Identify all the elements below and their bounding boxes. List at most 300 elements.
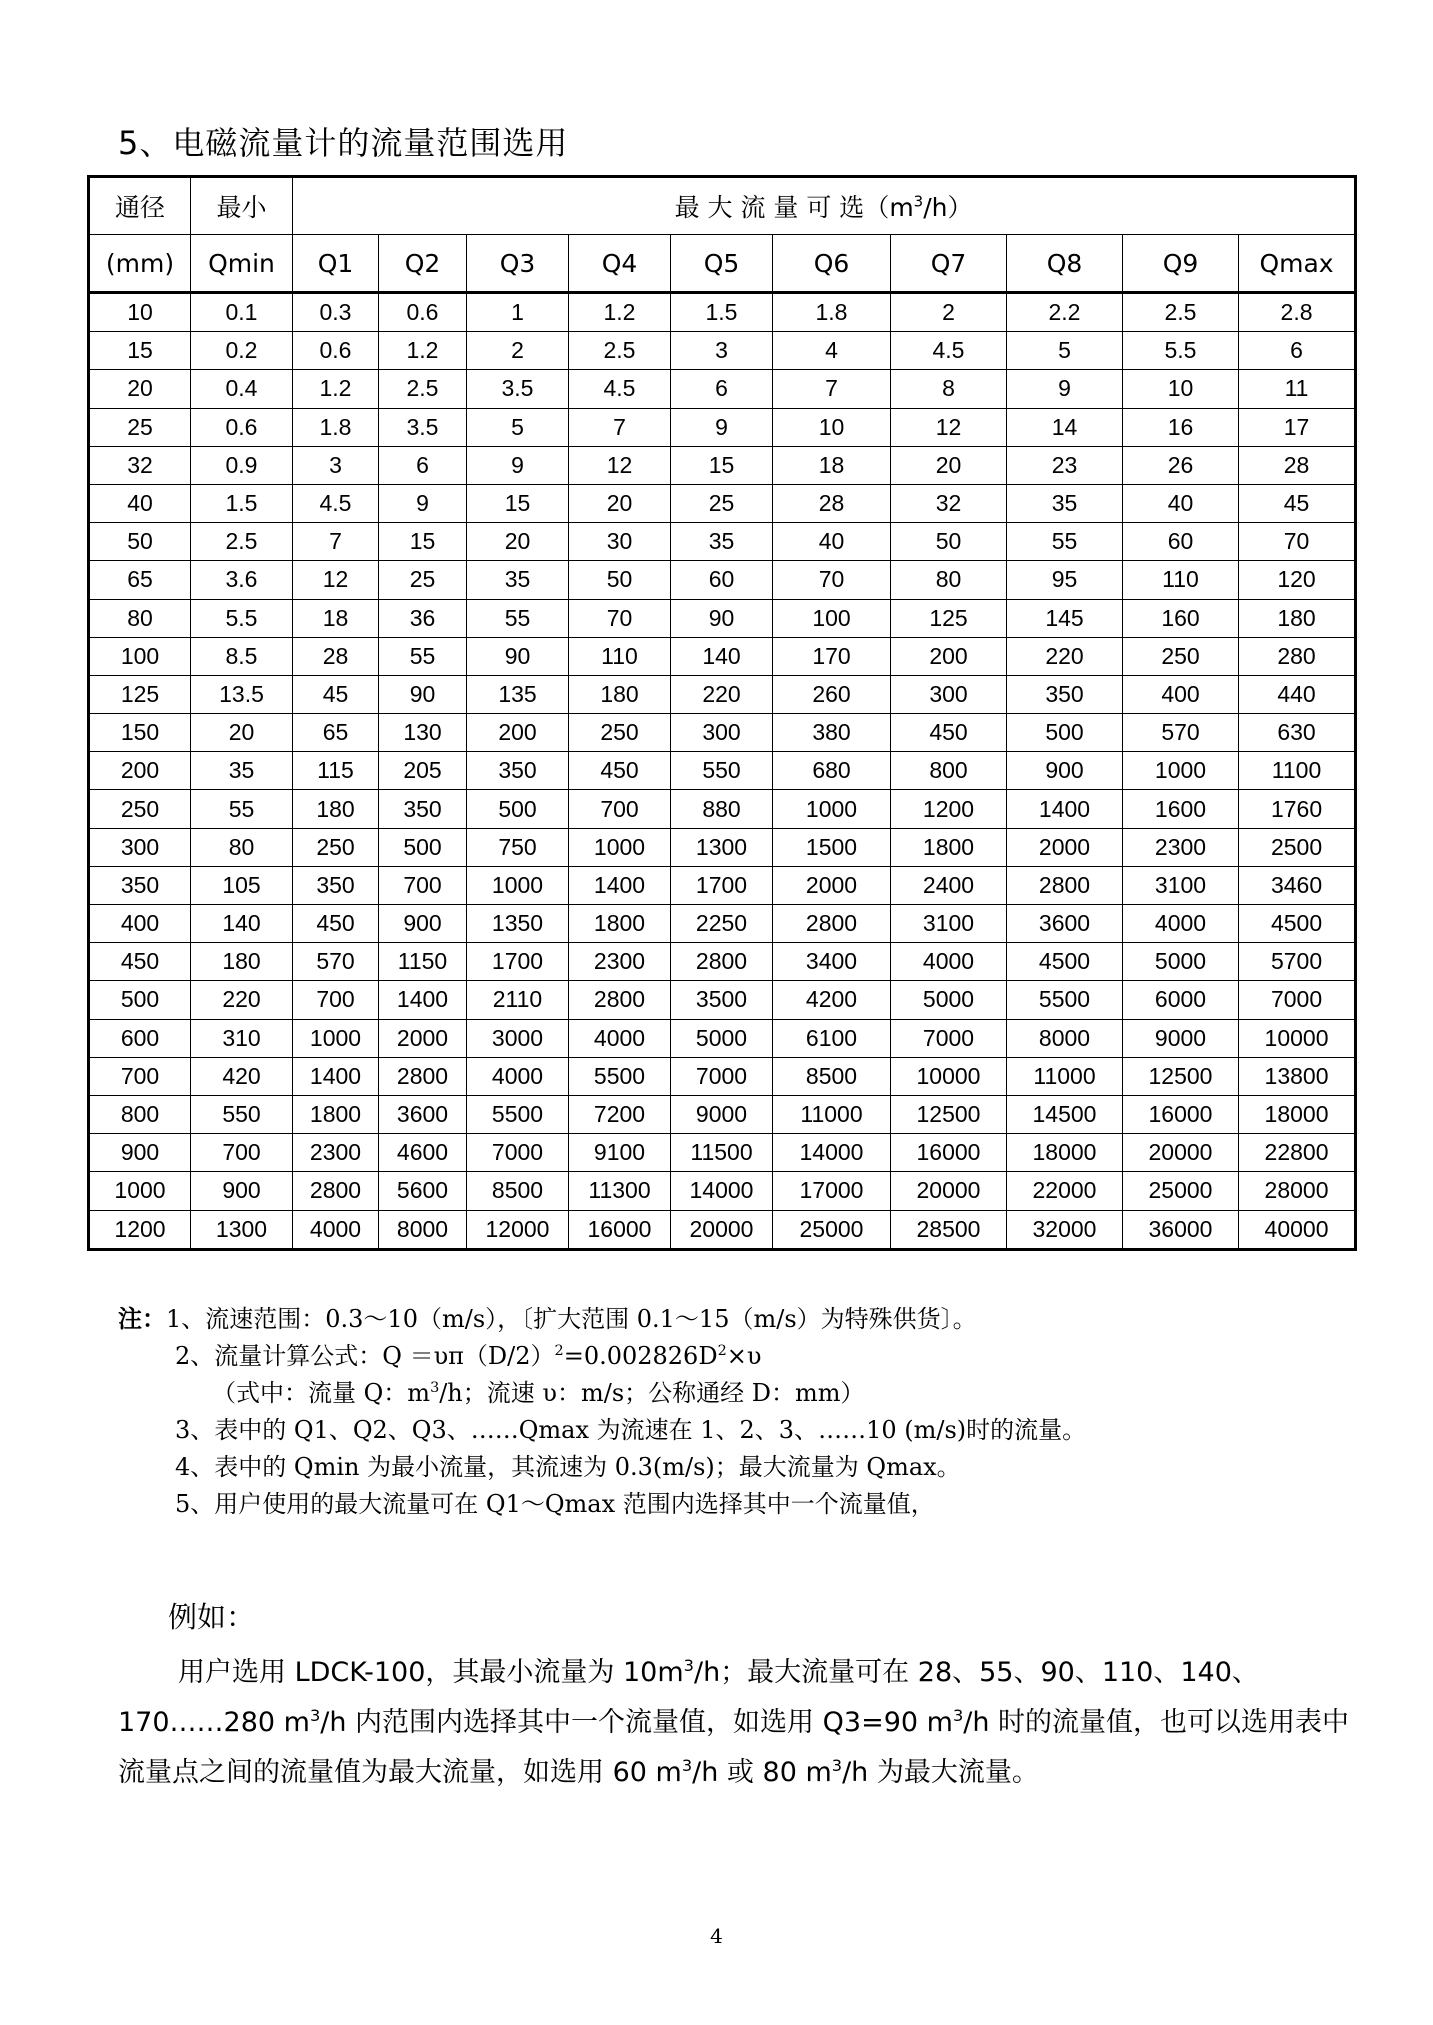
table-cell: 14000 bbox=[773, 1134, 891, 1172]
table-cell: 300 bbox=[89, 828, 191, 866]
table-cell: 11500 bbox=[671, 1134, 773, 1172]
table-cell: 1800 bbox=[891, 828, 1007, 866]
table-cell: 1.5 bbox=[671, 293, 773, 332]
table-row bbox=[89, 293, 1356, 332]
table-cell: 900 bbox=[1007, 752, 1123, 790]
table-cell: 10 bbox=[1123, 370, 1239, 408]
table-cell: 5 bbox=[1007, 332, 1123, 370]
table-cell: 1200 bbox=[89, 1210, 191, 1249]
header-max-flow-group: 最 大 流 量 可 选$(m^3/h)$ bbox=[293, 177, 1356, 235]
table-cell: 10 bbox=[773, 408, 891, 446]
table-row bbox=[89, 1019, 1356, 1057]
table-cell: 1100 bbox=[1239, 752, 1356, 790]
header-col-8: Q7 bbox=[891, 235, 1007, 293]
table-cell: 9000 bbox=[671, 1095, 773, 1133]
table-cell: 5000 bbox=[891, 981, 1007, 1019]
table-cell: 500 bbox=[89, 981, 191, 1019]
table-cell: 900 bbox=[379, 905, 467, 943]
table-cell: 55 bbox=[1007, 523, 1123, 561]
table-cell: 2500 bbox=[1239, 828, 1356, 866]
table-cell: 300 bbox=[891, 675, 1007, 713]
table-cell: 11000 bbox=[773, 1095, 891, 1133]
table-cell: 23 bbox=[1007, 446, 1123, 484]
table-cell: 11300 bbox=[569, 1172, 671, 1210]
table-cell: 3.5 bbox=[467, 370, 569, 408]
table-cell: 4600 bbox=[379, 1134, 467, 1172]
note-3: 3、表中的 Q1、Q2、Q3、……Qmax 为流速在 1、2、3、……10 (m/s)时的流量。 bbox=[175, 1416, 1087, 1444]
table-cell: 600 bbox=[89, 1019, 191, 1057]
table-cell: 25000 bbox=[1123, 1172, 1239, 1210]
table-row bbox=[89, 561, 1356, 599]
table-cell: 30 bbox=[569, 523, 671, 561]
table-row bbox=[89, 1210, 1356, 1249]
table-cell: 180 bbox=[569, 675, 671, 713]
table-row bbox=[89, 1095, 1356, 1133]
table-cell: 15 bbox=[89, 332, 191, 370]
table-cell: 90 bbox=[379, 675, 467, 713]
table-body bbox=[89, 293, 1356, 1250]
table-cell: 2 bbox=[891, 293, 1007, 332]
table-cell: 350 bbox=[293, 866, 379, 904]
table-cell: 350 bbox=[89, 866, 191, 904]
table-cell: 16 bbox=[1123, 408, 1239, 446]
table-cell: 0.3 bbox=[293, 293, 379, 332]
table-cell: 2800 bbox=[1007, 866, 1123, 904]
table-cell: 1200 bbox=[891, 790, 1007, 828]
table-cell: 1000 bbox=[773, 790, 891, 828]
table-cell: 9 bbox=[671, 408, 773, 446]
table-cell: 18 bbox=[293, 599, 379, 637]
table-cell: 1800 bbox=[569, 905, 671, 943]
table-cell: 350 bbox=[1007, 675, 1123, 713]
table-cell: 20 bbox=[891, 446, 1007, 484]
table-cell: 6 bbox=[379, 446, 467, 484]
table-cell: 2300 bbox=[1123, 828, 1239, 866]
table-cell: 2.5 bbox=[1123, 293, 1239, 332]
table-cell: 3100 bbox=[891, 905, 1007, 943]
table-cell: 570 bbox=[293, 943, 379, 981]
table-cell: 170 bbox=[773, 637, 891, 675]
table-cell: 125 bbox=[891, 599, 1007, 637]
table-cell: 1000 bbox=[1123, 752, 1239, 790]
table-cell: 70 bbox=[773, 561, 891, 599]
table-row bbox=[89, 523, 1356, 561]
table-cell: 3.5 bbox=[379, 408, 467, 446]
table-cell: 4500 bbox=[1239, 905, 1356, 943]
table-cell: 20 bbox=[467, 523, 569, 561]
table-cell: 135 bbox=[467, 675, 569, 713]
table-cell: 2800 bbox=[569, 981, 671, 1019]
table-cell: 1800 bbox=[293, 1095, 379, 1133]
table-cell: 105 bbox=[191, 866, 293, 904]
table-cell: 40000 bbox=[1239, 1210, 1356, 1249]
table-cell: 2800 bbox=[773, 905, 891, 943]
table-cell: 2.5 bbox=[191, 523, 293, 561]
table-cell: 570 bbox=[1123, 714, 1239, 752]
table-cell: 1350 bbox=[467, 905, 569, 943]
table-cell: 26 bbox=[1123, 446, 1239, 484]
table-cell: 28000 bbox=[1239, 1172, 1356, 1210]
table-cell: 5.5 bbox=[1123, 332, 1239, 370]
table-cell: 0.9 bbox=[191, 446, 293, 484]
table-cell: 130 bbox=[379, 714, 467, 752]
note-2: 2、流量计算公式：$Q =\upsilon\pi(D/2)^2=0.002826D^2\times\upsilon$ bbox=[175, 1342, 762, 1370]
table-cell: 16000 bbox=[569, 1210, 671, 1249]
table-cell: 1400 bbox=[569, 866, 671, 904]
table-cell: 700 bbox=[379, 866, 467, 904]
table-cell: 40 bbox=[1123, 484, 1239, 522]
table-cell: 6 bbox=[671, 370, 773, 408]
table-cell: 250 bbox=[293, 828, 379, 866]
table-cell: 4 bbox=[773, 332, 891, 370]
table-cell: 3400 bbox=[773, 943, 891, 981]
table-cell: 0.6 bbox=[293, 332, 379, 370]
table-cell: 350 bbox=[379, 790, 467, 828]
table-cell: 9 bbox=[379, 484, 467, 522]
table-cell: 1.8 bbox=[293, 408, 379, 446]
table-cell: 110 bbox=[569, 637, 671, 675]
table-cell: 18000 bbox=[1239, 1095, 1356, 1133]
table-cell: 12 bbox=[891, 408, 1007, 446]
table-cell: 10000 bbox=[1239, 1019, 1356, 1057]
table-cell: 9000 bbox=[1123, 1019, 1239, 1057]
table-cell: 180 bbox=[293, 790, 379, 828]
table-cell: 3000 bbox=[467, 1019, 569, 1057]
table-cell: 1000 bbox=[89, 1172, 191, 1210]
table-cell: 0.6 bbox=[379, 293, 467, 332]
table-cell: 300 bbox=[671, 714, 773, 752]
table-cell: 115 bbox=[293, 752, 379, 790]
table-cell: 70 bbox=[569, 599, 671, 637]
table-cell: 500 bbox=[1007, 714, 1123, 752]
table-cell: 25 bbox=[671, 484, 773, 522]
table-cell: 8500 bbox=[467, 1172, 569, 1210]
table-cell: 45 bbox=[293, 675, 379, 713]
note-2-legend: （式中：流量 Q：$m^3/h$；流速 υ：m/s；公称通经 D：mm） bbox=[212, 1379, 865, 1407]
table-cell: 220 bbox=[671, 675, 773, 713]
header-col-2: Q1 bbox=[293, 235, 379, 293]
table-cell: 145 bbox=[1007, 599, 1123, 637]
table-cell: 2800 bbox=[293, 1172, 379, 1210]
table-cell: 8000 bbox=[1007, 1019, 1123, 1057]
table-row bbox=[89, 446, 1356, 484]
table-cell: 220 bbox=[1007, 637, 1123, 675]
header-row-1 bbox=[89, 177, 1356, 235]
table-cell: 550 bbox=[671, 752, 773, 790]
table-cell: 90 bbox=[467, 637, 569, 675]
table-cell: 25 bbox=[379, 561, 467, 599]
section-title: 5、电磁流量计的流量范围选用 bbox=[118, 124, 569, 162]
table-row bbox=[89, 1134, 1356, 1172]
table-cell: 250 bbox=[89, 790, 191, 828]
table-cell: 95 bbox=[1007, 561, 1123, 599]
table-cell: 450 bbox=[89, 943, 191, 981]
table-cell: 550 bbox=[191, 1095, 293, 1133]
table-row bbox=[89, 484, 1356, 522]
table-cell: 32 bbox=[891, 484, 1007, 522]
table-cell: 36000 bbox=[1123, 1210, 1239, 1249]
table-row bbox=[89, 1172, 1356, 1210]
table-cell: 900 bbox=[191, 1172, 293, 1210]
table-cell: 2.5 bbox=[379, 370, 467, 408]
table-cell: 4.5 bbox=[293, 484, 379, 522]
table-cell: 100 bbox=[89, 637, 191, 675]
table-cell: 3500 bbox=[671, 981, 773, 1019]
header-bore: 通径 bbox=[89, 177, 191, 235]
table-cell: 2800 bbox=[671, 943, 773, 981]
table-cell: 1300 bbox=[671, 828, 773, 866]
table-cell: 200 bbox=[89, 752, 191, 790]
table-cell: 1150 bbox=[379, 943, 467, 981]
table-cell: 5500 bbox=[467, 1095, 569, 1133]
table-cell: 8000 bbox=[379, 1210, 467, 1249]
table-cell: 5600 bbox=[379, 1172, 467, 1210]
table-cell: 200 bbox=[467, 714, 569, 752]
header-col-1: Qmin bbox=[191, 235, 293, 293]
table-cell: 3600 bbox=[1007, 905, 1123, 943]
table-cell: 50 bbox=[891, 523, 1007, 561]
table-cell: 400 bbox=[1123, 675, 1239, 713]
table-row bbox=[89, 905, 1356, 943]
table-cell: 0.4 bbox=[191, 370, 293, 408]
table-cell: 1.8 bbox=[773, 293, 891, 332]
table-cell: 450 bbox=[891, 714, 1007, 752]
table-cell: 7200 bbox=[569, 1095, 671, 1133]
table-cell: 4.5 bbox=[891, 332, 1007, 370]
table-cell: 440 bbox=[1239, 675, 1356, 713]
table-cell: 45 bbox=[1239, 484, 1356, 522]
notes bbox=[118, 1300, 1086, 1523]
table-cell: 125 bbox=[89, 675, 191, 713]
table-cell: 1600 bbox=[1123, 790, 1239, 828]
table-cell: 3 bbox=[293, 446, 379, 484]
table-cell: 1.2 bbox=[293, 370, 379, 408]
table-cell: 4200 bbox=[773, 981, 891, 1019]
table-cell: 25 bbox=[89, 408, 191, 446]
table-cell: 7000 bbox=[671, 1057, 773, 1095]
header-col-11: Qmax bbox=[1239, 235, 1356, 293]
header-row-2 bbox=[89, 235, 1356, 293]
table-cell: 1500 bbox=[773, 828, 891, 866]
table-cell: 6 bbox=[1239, 332, 1356, 370]
header-col-4: Q3 bbox=[467, 235, 569, 293]
table-cell: 12000 bbox=[467, 1210, 569, 1249]
table-cell: 2.8 bbox=[1239, 293, 1356, 332]
table-cell: 3600 bbox=[379, 1095, 467, 1133]
table-cell: 8.5 bbox=[191, 637, 293, 675]
table-cell: 60 bbox=[1123, 523, 1239, 561]
table-cell: 35 bbox=[1007, 484, 1123, 522]
example-paragraph: 用户选用 LDCK-100，其最小流量为 $10m^3/h$；最大流量可在 28、55、90、110、140、170……280 $m^3/h$ 内范围内选择其中一个流量值，如选用 Q3=90 $m^3/h$ 时的流量值，也可以选用表中流量点之间的流量值为最大流量，如选用 60 $m^3/h$ 或 80 $m^3/h$ 为最大流量。 bbox=[118, 1656, 1350, 1788]
table-cell: 2300 bbox=[293, 1134, 379, 1172]
table-cell: 55 bbox=[467, 599, 569, 637]
table-row bbox=[89, 943, 1356, 981]
table-cell: 5000 bbox=[1123, 943, 1239, 981]
table-cell: 1 bbox=[467, 293, 569, 332]
table-cell: 1400 bbox=[379, 981, 467, 1019]
table-row bbox=[89, 637, 1356, 675]
table-cell: 35 bbox=[671, 523, 773, 561]
table-cell: 35 bbox=[191, 752, 293, 790]
table-cell: 25000 bbox=[773, 1210, 891, 1249]
header-col-10: Q9 bbox=[1123, 235, 1239, 293]
header-min: 最小 bbox=[191, 177, 293, 235]
table-cell: 40 bbox=[773, 523, 891, 561]
table-cell: 4000 bbox=[891, 943, 1007, 981]
table-cell: 260 bbox=[773, 675, 891, 713]
table-cell: 10000 bbox=[891, 1057, 1007, 1095]
table-row bbox=[89, 790, 1356, 828]
table-cell: 7000 bbox=[467, 1134, 569, 1172]
table-cell: 18000 bbox=[1007, 1134, 1123, 1172]
table-cell: 20 bbox=[569, 484, 671, 522]
table-cell: 8 bbox=[891, 370, 1007, 408]
table-cell: 1.2 bbox=[569, 293, 671, 332]
table-cell: 14 bbox=[1007, 408, 1123, 446]
table-row bbox=[89, 714, 1356, 752]
table-cell: 9 bbox=[467, 446, 569, 484]
table-cell: 14500 bbox=[1007, 1095, 1123, 1133]
table-cell: 80 bbox=[891, 561, 1007, 599]
table-cell: 8500 bbox=[773, 1057, 891, 1095]
table-cell: 0.2 bbox=[191, 332, 293, 370]
table-cell: 20000 bbox=[1123, 1134, 1239, 1172]
note-1: 注：1、流速范围：0.3～10（m/s），〔扩大范围 0.1～15（m/s）为特殊供货〕。 bbox=[118, 1304, 977, 1333]
table-cell: 17 bbox=[1239, 408, 1356, 446]
table-cell: 2 bbox=[467, 332, 569, 370]
table-cell: 9100 bbox=[569, 1134, 671, 1172]
table-row bbox=[89, 599, 1356, 637]
table-cell: 4.5 bbox=[569, 370, 671, 408]
table-cell: 4000 bbox=[569, 1019, 671, 1057]
table-cell: 10 bbox=[89, 293, 191, 332]
table-row bbox=[89, 370, 1356, 408]
table-cell: 220 bbox=[191, 981, 293, 1019]
table-cell: 110 bbox=[1123, 561, 1239, 599]
table-cell: 12 bbox=[293, 561, 379, 599]
table-row bbox=[89, 332, 1356, 370]
table-cell: 14000 bbox=[671, 1172, 773, 1210]
table-cell: 65 bbox=[293, 714, 379, 752]
table-cell: 420 bbox=[191, 1057, 293, 1095]
table-cell: 6000 bbox=[1123, 981, 1239, 1019]
table-cell: 800 bbox=[89, 1095, 191, 1133]
table-cell: 450 bbox=[569, 752, 671, 790]
note-5: 5、用户使用的最大流量可在 Q1～Qmax 范围内选择其中一个流量值， bbox=[175, 1490, 935, 1518]
table-cell: 5.5 bbox=[191, 599, 293, 637]
table-cell: 60 bbox=[671, 561, 773, 599]
table-cell: 2800 bbox=[379, 1057, 467, 1095]
table-row bbox=[89, 408, 1356, 446]
table-cell: 7 bbox=[293, 523, 379, 561]
table-cell: 100 bbox=[773, 599, 891, 637]
header-col-5: Q4 bbox=[569, 235, 671, 293]
table-cell: 5700 bbox=[1239, 943, 1356, 981]
table-cell: 9 bbox=[1007, 370, 1123, 408]
table-cell: 0.1 bbox=[191, 293, 293, 332]
table-row bbox=[89, 752, 1356, 790]
table-cell: 2400 bbox=[891, 866, 1007, 904]
table-cell: 3460 bbox=[1239, 866, 1356, 904]
table-cell: 380 bbox=[773, 714, 891, 752]
table-cell: 400 bbox=[89, 905, 191, 943]
header-col-6: Q5 bbox=[671, 235, 773, 293]
table-cell: 12500 bbox=[891, 1095, 1007, 1133]
table-cell: 16000 bbox=[891, 1134, 1007, 1172]
table-cell: 2000 bbox=[1007, 828, 1123, 866]
table-cell: 20 bbox=[191, 714, 293, 752]
table-cell: 150 bbox=[89, 714, 191, 752]
note-4: 4、表中的 Qmin 为最小流量，其流速为 0.3(m/s)；最大流量为 Qmax。 bbox=[175, 1453, 961, 1481]
table-cell: 500 bbox=[467, 790, 569, 828]
table-cell: 12 bbox=[569, 446, 671, 484]
table-cell: 250 bbox=[569, 714, 671, 752]
table-cell: 5500 bbox=[1007, 981, 1123, 1019]
table-cell: 800 bbox=[891, 752, 1007, 790]
table-cell: 18 bbox=[773, 446, 891, 484]
table-cell: 4500 bbox=[1007, 943, 1123, 981]
table-cell: 32 bbox=[89, 446, 191, 484]
table-cell: 7000 bbox=[891, 1019, 1007, 1057]
table-cell: 11000 bbox=[1007, 1057, 1123, 1095]
table-cell: 140 bbox=[671, 637, 773, 675]
header-col-0: (mm) bbox=[89, 235, 191, 293]
table-cell: 7000 bbox=[1239, 981, 1356, 1019]
table-cell: 6100 bbox=[773, 1019, 891, 1057]
table-cell: 32000 bbox=[1007, 1210, 1123, 1249]
table-cell: 5000 bbox=[671, 1019, 773, 1057]
table-cell: 140 bbox=[191, 905, 293, 943]
table-cell: 205 bbox=[379, 752, 467, 790]
table-cell: 11 bbox=[1239, 370, 1356, 408]
table-cell: 900 bbox=[89, 1134, 191, 1172]
table-cell: 20000 bbox=[671, 1210, 773, 1249]
table-cell: 4000 bbox=[1123, 905, 1239, 943]
table-cell: 50 bbox=[569, 561, 671, 599]
table-cell: 1.5 bbox=[191, 484, 293, 522]
table-cell: 3100 bbox=[1123, 866, 1239, 904]
table-cell: 35 bbox=[467, 561, 569, 599]
table-cell: 2300 bbox=[569, 943, 671, 981]
table-cell: 12500 bbox=[1123, 1057, 1239, 1095]
table-cell: 2000 bbox=[379, 1019, 467, 1057]
table-cell: 1.2 bbox=[379, 332, 467, 370]
table-cell: 7 bbox=[569, 408, 671, 446]
table-cell: 2.2 bbox=[1007, 293, 1123, 332]
table-cell: 250 bbox=[1123, 637, 1239, 675]
table-cell: 200 bbox=[891, 637, 1007, 675]
table-cell: 40 bbox=[89, 484, 191, 522]
table-cell: 15 bbox=[379, 523, 467, 561]
header-col-3: Q2 bbox=[379, 235, 467, 293]
table-cell: 28 bbox=[773, 484, 891, 522]
table-cell: 2.5 bbox=[569, 332, 671, 370]
table-cell: 680 bbox=[773, 752, 891, 790]
table-cell: 20 bbox=[89, 370, 191, 408]
table-cell: 80 bbox=[89, 599, 191, 637]
table-cell: 350 bbox=[467, 752, 569, 790]
table-row bbox=[89, 981, 1356, 1019]
table-cell: 160 bbox=[1123, 599, 1239, 637]
header-col-7: Q6 bbox=[773, 235, 891, 293]
table-row bbox=[89, 1057, 1356, 1095]
table-cell: 280 bbox=[1239, 637, 1356, 675]
table-cell: 700 bbox=[293, 981, 379, 1019]
table-cell: 22800 bbox=[1239, 1134, 1356, 1172]
table-cell: 50 bbox=[89, 523, 191, 561]
table-cell: 2000 bbox=[773, 866, 891, 904]
table-cell: 15 bbox=[671, 446, 773, 484]
